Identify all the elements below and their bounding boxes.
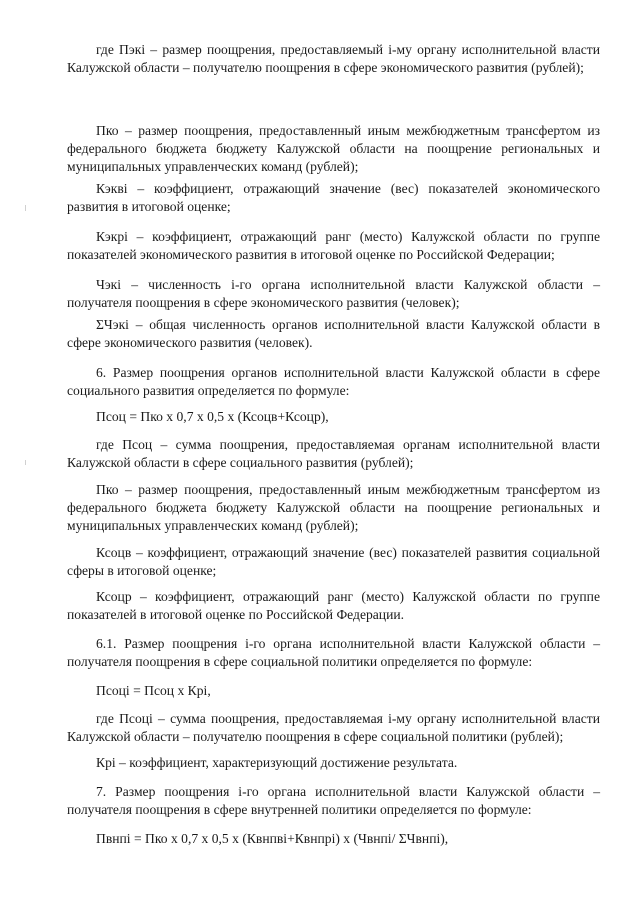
paragraph-psoc-definition: где Псоц – сумма поощрения, предоставляемая органам исполнительной власти Калужской области в сфере социального развития (рублей); — [67, 437, 600, 470]
paragraph-pko-definition: Пко – размер поощрения, предоставленный иным межбюджетным трансфертом из федерального бюджета бюджету Калужской области на поощрение региональных и муниципальных управленческих команд (рублей); — [67, 123, 600, 174]
scan-artifact — [25, 460, 26, 465]
formula-pvnpi: Пвнпі = Пко х 0,7 х 0,5 х (Квнпві+Квнпрі) х (Чвнпі/ ΣЧвнпі), — [96, 831, 449, 846]
paragraph-chek-definition: Чэкі – численность і-го органа исполнительной власти Калужской области – получателя поощрения в сфере экономического развития (человек); — [67, 277, 600, 310]
paragraph-section-7: 7. Размер поощрения і-го органа исполнительной власти Калужской области – получателя поощрения в сфере внутренней политики определяется по формуле: — [67, 784, 600, 817]
paragraph-pek-definition: где Пэкі – размер поощрения, предоставляемый і-му органу исполнительной власти Калужской области – получателю поощрения в сфере экономического развития (рублей); — [67, 42, 600, 75]
formula-psoc: Псоц = Пко х 0,7 х 0,5 х (Ксоцв+Ксоцр), — [96, 409, 329, 424]
paragraph-kri-definition: Крі – коэффициент, характеризующий достижение результата. — [96, 755, 458, 770]
paragraph-kekv-definition: Кэкві – коэффициент, отражающий значение (вес) показателей экономического развития в итоговой оценке; — [67, 181, 600, 214]
paragraph-ksocv-definition: Ксоцв – коэффициент, отражающий значение (вес) показателей развития социальной сферы в итоговой оценке; — [67, 545, 600, 578]
paragraph-section-6: 6. Размер поощрения органов исполнительной власти Калужской области в сфере социального развития определяется по формуле: — [67, 365, 600, 398]
paragraph-ksocr-definition: Ксоцр – коэффициент, отражающий ранг (место) Калужской области по группе показателей в итоговой оценке по Российской Федерации. — [67, 589, 600, 622]
paragraph-pko-definition-2: Пко – размер поощрения, предоставленный иным межбюджетным трансфертом из федерального бюджета бюджету Калужской области на поощрение региональных и муниципальных управленческих команд (рублей); — [67, 482, 600, 533]
paragraph-psoci-definition: где Псоці – сумма поощрения, предоставляемая і-му органу исполнительной власти Калужской области – получателю поощрения в сфере социальной политики (рублей); — [67, 711, 600, 744]
formula-psoci: Псоці = Псоц х Крі, — [96, 683, 211, 698]
paragraph-kekr-definition: Кэкрі – коэффициент, отражающий ранг (место) Калужской области по группе показателей экономического развития в итоговой оценке по Российской Федерации; — [67, 229, 600, 262]
paragraph-section-6-1: 6.1. Размер поощрения і-го органа исполнительной власти Калужской области – получателя поощрения в сфере социальной политики определяется по формуле: — [67, 636, 600, 669]
paragraph-sum-chek-definition: ΣЧэкі – общая численность органов исполнительной власти Калужской области в сфере экономического развития (человек). — [67, 317, 600, 350]
scan-artifact — [25, 205, 26, 211]
